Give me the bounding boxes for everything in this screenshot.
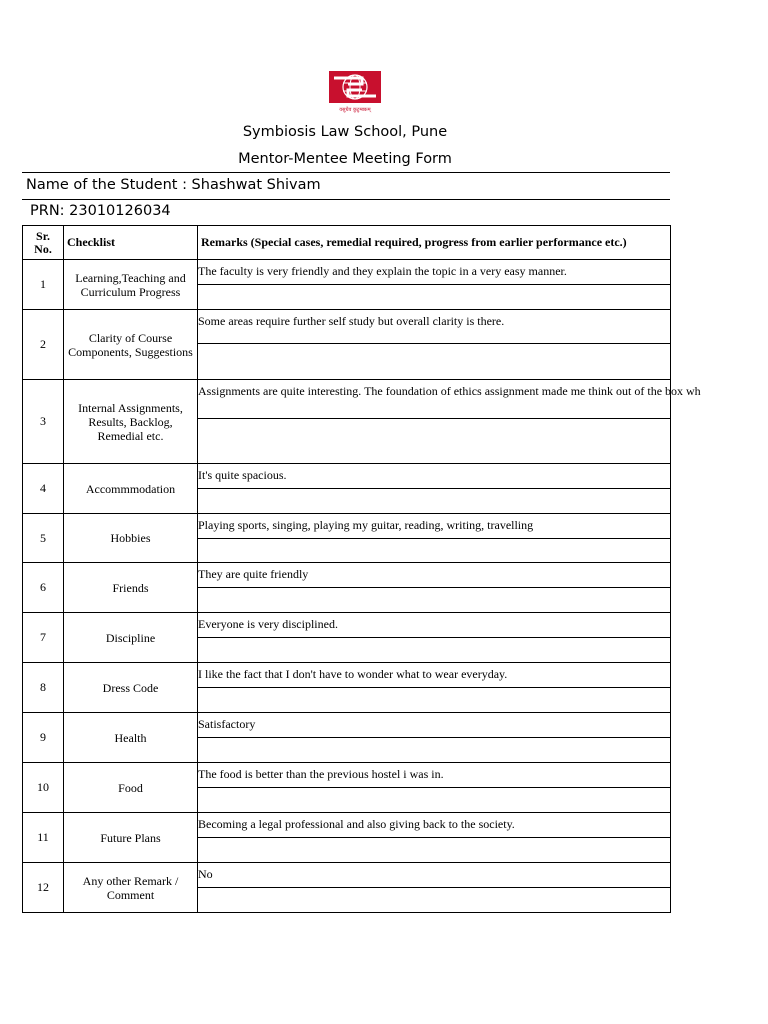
remark-blank-cell (198, 888, 671, 913)
checklist-item: Discipline (64, 613, 198, 663)
row-number: 9 (23, 713, 64, 763)
checklist-item: Learning,Teaching and Curriculum Progress (64, 260, 198, 310)
remark-blank-cell (198, 344, 671, 380)
row-number: 8 (23, 663, 64, 713)
checklist-item: Internal Assignments, Results, Backlog, Remedial etc. (64, 380, 198, 464)
table-row (23, 260, 671, 285)
form-title: Mentor-Mentee Meeting Form (238, 151, 452, 167)
remark-cell (198, 380, 701, 419)
table-row (23, 613, 671, 638)
remark-text: I like the fact that I don't have to wonder what to wear everyday. (198, 667, 508, 681)
remark-blank-cell (198, 285, 671, 310)
remark-cell (198, 663, 671, 688)
remark-text: The food is better than the previous hostel i was in. (198, 767, 444, 781)
remark-blank-cell (198, 838, 671, 863)
row-number: 5 (23, 514, 64, 563)
row-number: 10 (23, 763, 64, 813)
remark-blank-cell (198, 788, 671, 813)
symbiosis-logo (328, 70, 382, 114)
remark-blank-cell (198, 738, 671, 763)
svg-text:वसुधैव कुटुम्बकम्: वसुधैव कुटुम्बकम् (339, 107, 371, 113)
remark-text: They are quite friendly (198, 567, 309, 581)
checklist-table (22, 225, 701, 913)
checklist-item: Accommmodation (64, 464, 198, 514)
remark-cell (198, 563, 671, 588)
divider (22, 199, 670, 200)
remark-blank-cell (198, 588, 671, 613)
remark-blank-cell (198, 539, 671, 563)
remark-cell (198, 310, 671, 344)
row-number: 7 (23, 613, 64, 663)
remark-text: Playing sports, singing, playing my guitar, reading, writing, travelling (198, 518, 534, 532)
row-number: 2 (23, 310, 64, 380)
row-number: 12 (23, 863, 64, 913)
row-number: 4 (23, 464, 64, 514)
table-row (23, 563, 671, 588)
header-checklist: Checklist (64, 226, 198, 260)
remark-cell (198, 514, 671, 539)
remark-cell (198, 713, 671, 738)
checklist-item: Future Plans (64, 813, 198, 863)
remark-blank-cell (198, 638, 671, 663)
checklist-item: Friends (64, 563, 198, 613)
checklist-item: Hobbies (64, 514, 198, 563)
row-number: 11 (23, 813, 64, 863)
row-number: 6 (23, 563, 64, 613)
divider (22, 172, 670, 173)
remark-blank-cell (198, 489, 671, 514)
remark-cell (198, 464, 671, 489)
checklist-item: Food (64, 763, 198, 813)
checklist-item: Dress Code (64, 663, 198, 713)
header-remarks: Remarks (Special cases, remedial required, progress from earlier performance etc.) (198, 226, 671, 260)
table-row (23, 763, 671, 788)
checklist-item: Clarity of Course Components, Suggestions (64, 310, 198, 380)
remark-cell (198, 863, 671, 888)
table-row (23, 663, 671, 688)
checklist-item: Health (64, 713, 198, 763)
remark-cell (198, 613, 671, 638)
checklist-item: Any other Remark / Comment (64, 863, 198, 913)
table-header (23, 226, 671, 260)
table-row (23, 713, 671, 738)
table-row (23, 813, 671, 838)
remark-cell (198, 813, 671, 838)
school-name: Symbiosis Law School, Pune (242, 124, 448, 140)
student-name: Name of the Student : Shashwat Shivam (26, 177, 321, 193)
remark-text: Everyone is very disciplined. (198, 617, 338, 631)
remark-blank-cell (198, 688, 671, 713)
table-row (23, 380, 671, 419)
remark-text: Assignments are quite interesting. The foundation of ethics assignment made me think out of the box wh (198, 384, 701, 398)
table-row (23, 863, 671, 888)
row-number: 3 (23, 380, 64, 464)
remark-text: No (198, 867, 213, 881)
table-row (23, 310, 671, 344)
remark-cell (198, 260, 671, 285)
remark-cell (198, 763, 671, 788)
header-sr-no: Sr. No. (23, 226, 64, 260)
remark-text: Becoming a legal professional and also giving back to the society. (198, 817, 515, 831)
table-row (23, 464, 671, 489)
row-number: 1 (23, 260, 64, 310)
remark-blank-cell (198, 419, 671, 464)
table-row (23, 514, 671, 539)
remark-text: The faculty is very friendly and they explain the topic in a very easy manner. (198, 264, 567, 278)
remark-text: Satisfactory (198, 717, 256, 731)
remark-text: Some areas require further self study but overall clarity is there. (198, 314, 505, 328)
remark-text: It's quite spacious. (198, 468, 287, 482)
prn-number: PRN: 23010126034 (30, 203, 171, 219)
